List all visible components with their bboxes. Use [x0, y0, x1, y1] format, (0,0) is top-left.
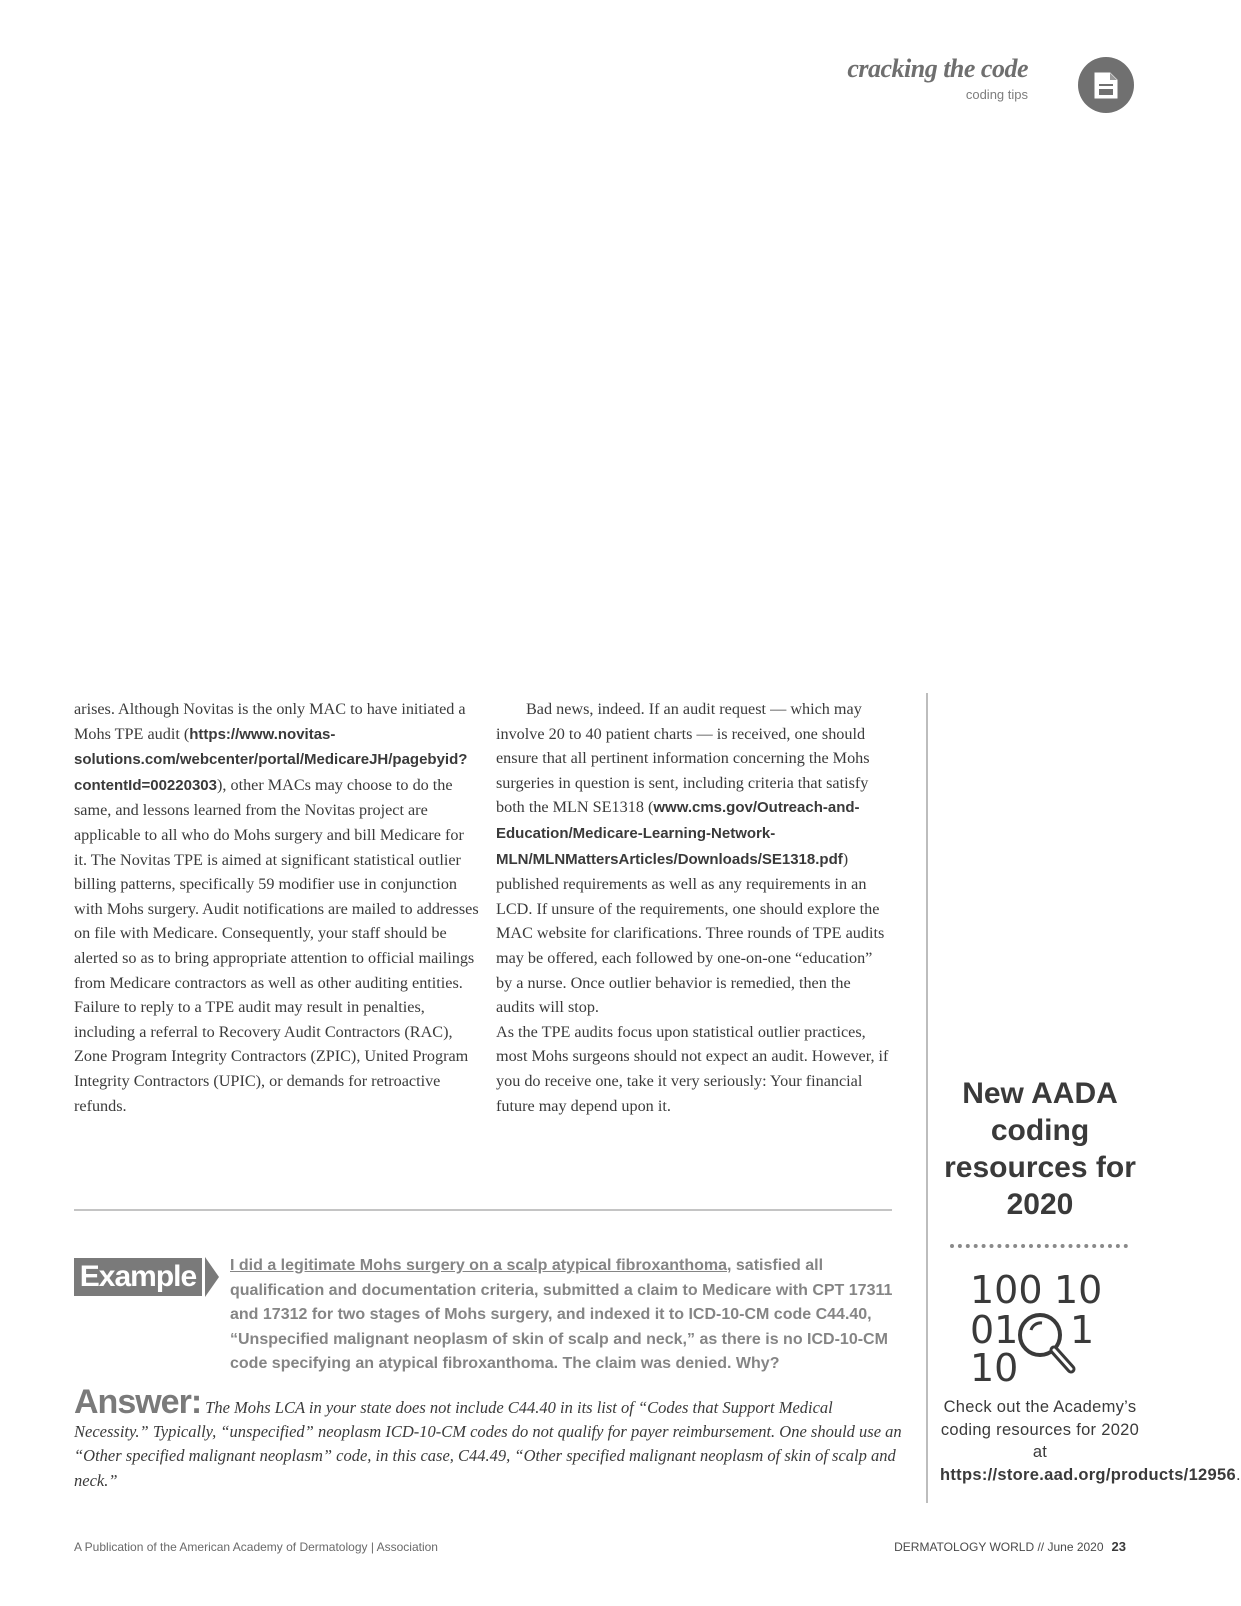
right-column: [496, 697, 892, 1118]
question-underlined: I did a legitimate Mohs surgery on a scalp atypical fibroxanthoma: [230, 1257, 728, 1274]
footer-issue: DERMATOLOGY WORLD // June 2020 23: [894, 1539, 1126, 1554]
answer-label: Answer:: [74, 1383, 202, 1421]
right-paragraph-2: As the TPE audits focus upon statistical outlier practices, most Mohs surgeons should not expect an audit. However, if you do receive one, take it very seriously: Your financial future may depend upon it.: [496, 1022, 889, 1115]
left-column: [74, 697, 480, 1118]
dotted-divider: [950, 1244, 1128, 1248]
footer-publication: A Publication of the American Academy of Dermatology | Association: [74, 1540, 438, 1554]
novitas-link[interactable]: https://www.novitas-solutions.com/webcenter/portal/MedicareJH/pagebyid?contentId=00220303: [74, 725, 468, 794]
binary-digits-1: 100: [970, 1268, 1043, 1312]
sidebar-text: Check out the Academy’s coding resources for 2020 at https://store.aad.org/products/12956.: [940, 1398, 1241, 1484]
section-divider: [74, 1209, 892, 1211]
section-title: cracking the code: [847, 54, 1028, 83]
example-arrow: [205, 1257, 219, 1297]
answer-text: The Mohs LCA in your state does not include C44.40 in its list of “Codes that Support Medical Necessity.” Typically, “unspecified” neoplasm ICD-10-CM codes do not qualify for payer reimbursement. One should use an “Other specified malignant neoplasm” code, in this case, C44.49, “Other specified malignant neoplasm of skin of scalp and neck.”: [74, 1398, 902, 1490]
section-header: [847, 56, 1028, 101]
sidebar-title: New AADA coding resources for 2020: [944, 1077, 1136, 1221]
binary-digits-5: 10: [970, 1346, 1019, 1390]
right-paragraph-1: Bad news, indeed. If an audit request — which may involve 20 to 40 patient charts — is received, one should ensure that all pertinent information concerning the Mohs surgeries in question is sent, including criteria that satisfy both the MLN SE1318 (www.cms.gov/Outreach-and-Education/Medicare-Learning-Network-MLN/MLNMattersArticles/Downloads/SE1318.pdf) published requirements as well as any requirements in an LCD. If unsure of the requirements, one should explore the MAC website for clarifications. Three rounds of TPE audits may be offered, each followed by one-on-one “education” by a nurse. Once outlier behavior is remedied, then the audits will stop.: [496, 700, 885, 1017]
answer-block: [74, 1383, 904, 1493]
store-link[interactable]: https://store.aad.org/products/12956: [940, 1465, 1236, 1484]
section-subtitle: coding tips: [965, 87, 1028, 102]
left-paragraph: arises. Although Novitas is the only MAC to have initiated a Mohs TPE audit (https://www.novitas-solutions.com/webcenter/portal/MedicareJH/pagebyid?contentId=00220303), other MACs may choose to do the same, and lessons learned from the Novitas project are applicable to all who do Mohs surgery and bill Medicare for it. The Novitas TPE is aimed at significant statistical outlier billing patterns, specifically 59 modifier use in conjunction with Mohs surgery. Audit notifications are mailed to addresses on file with Medicare. Consequently, your staff should be alerted so as to bring appropriate attention to official mailings from Medicare contractors as well as other auditing entities. Failure to reply to a TPE audit may result in penalties, including a referral to Recovery Audit Contractors (RAC), Zone Program Integrity Contractors (ZPIC), United Program Integrity Contractors (UPIC), or demands for retroactive refunds.: [74, 700, 479, 1115]
example-label: Example 1: [74, 1258, 202, 1296]
example-question: I did a legitimate Mohs surgery on a scalp atypical fibroxanthoma, satisfied all qualification and documentation criteria, submitted a claim to Medicare with CPT 17311 and 17312 for two stages of Mohs surgery, and indexed it to ICD-10-CM code C44.40, “Unspecified malignant neoplasm of skin of scalp and neck,” as there is no ICD-10-CM code specifying an atypical fibroxanthoma. The claim was denied. Why?: [230, 1257, 893, 1373]
document-icon: [1078, 57, 1134, 113]
column-divider: [926, 693, 928, 1503]
magnifier-icon: [1020, 1315, 1071, 1369]
binary-search-graphic: [968, 1265, 1108, 1390]
cms-link[interactable]: www.cms.gov/Outreach-and-Education/Medicare-Learning-Network-MLN/MLNMattersArticles/Downloads/SE1318.pdf: [496, 799, 860, 868]
binary-digits-3: 01: [970, 1308, 1019, 1352]
binary-digits-2: 10: [1054, 1268, 1103, 1312]
binary-digits-4: 1: [1070, 1308, 1095, 1352]
page-number: 23: [1111, 1539, 1126, 1554]
